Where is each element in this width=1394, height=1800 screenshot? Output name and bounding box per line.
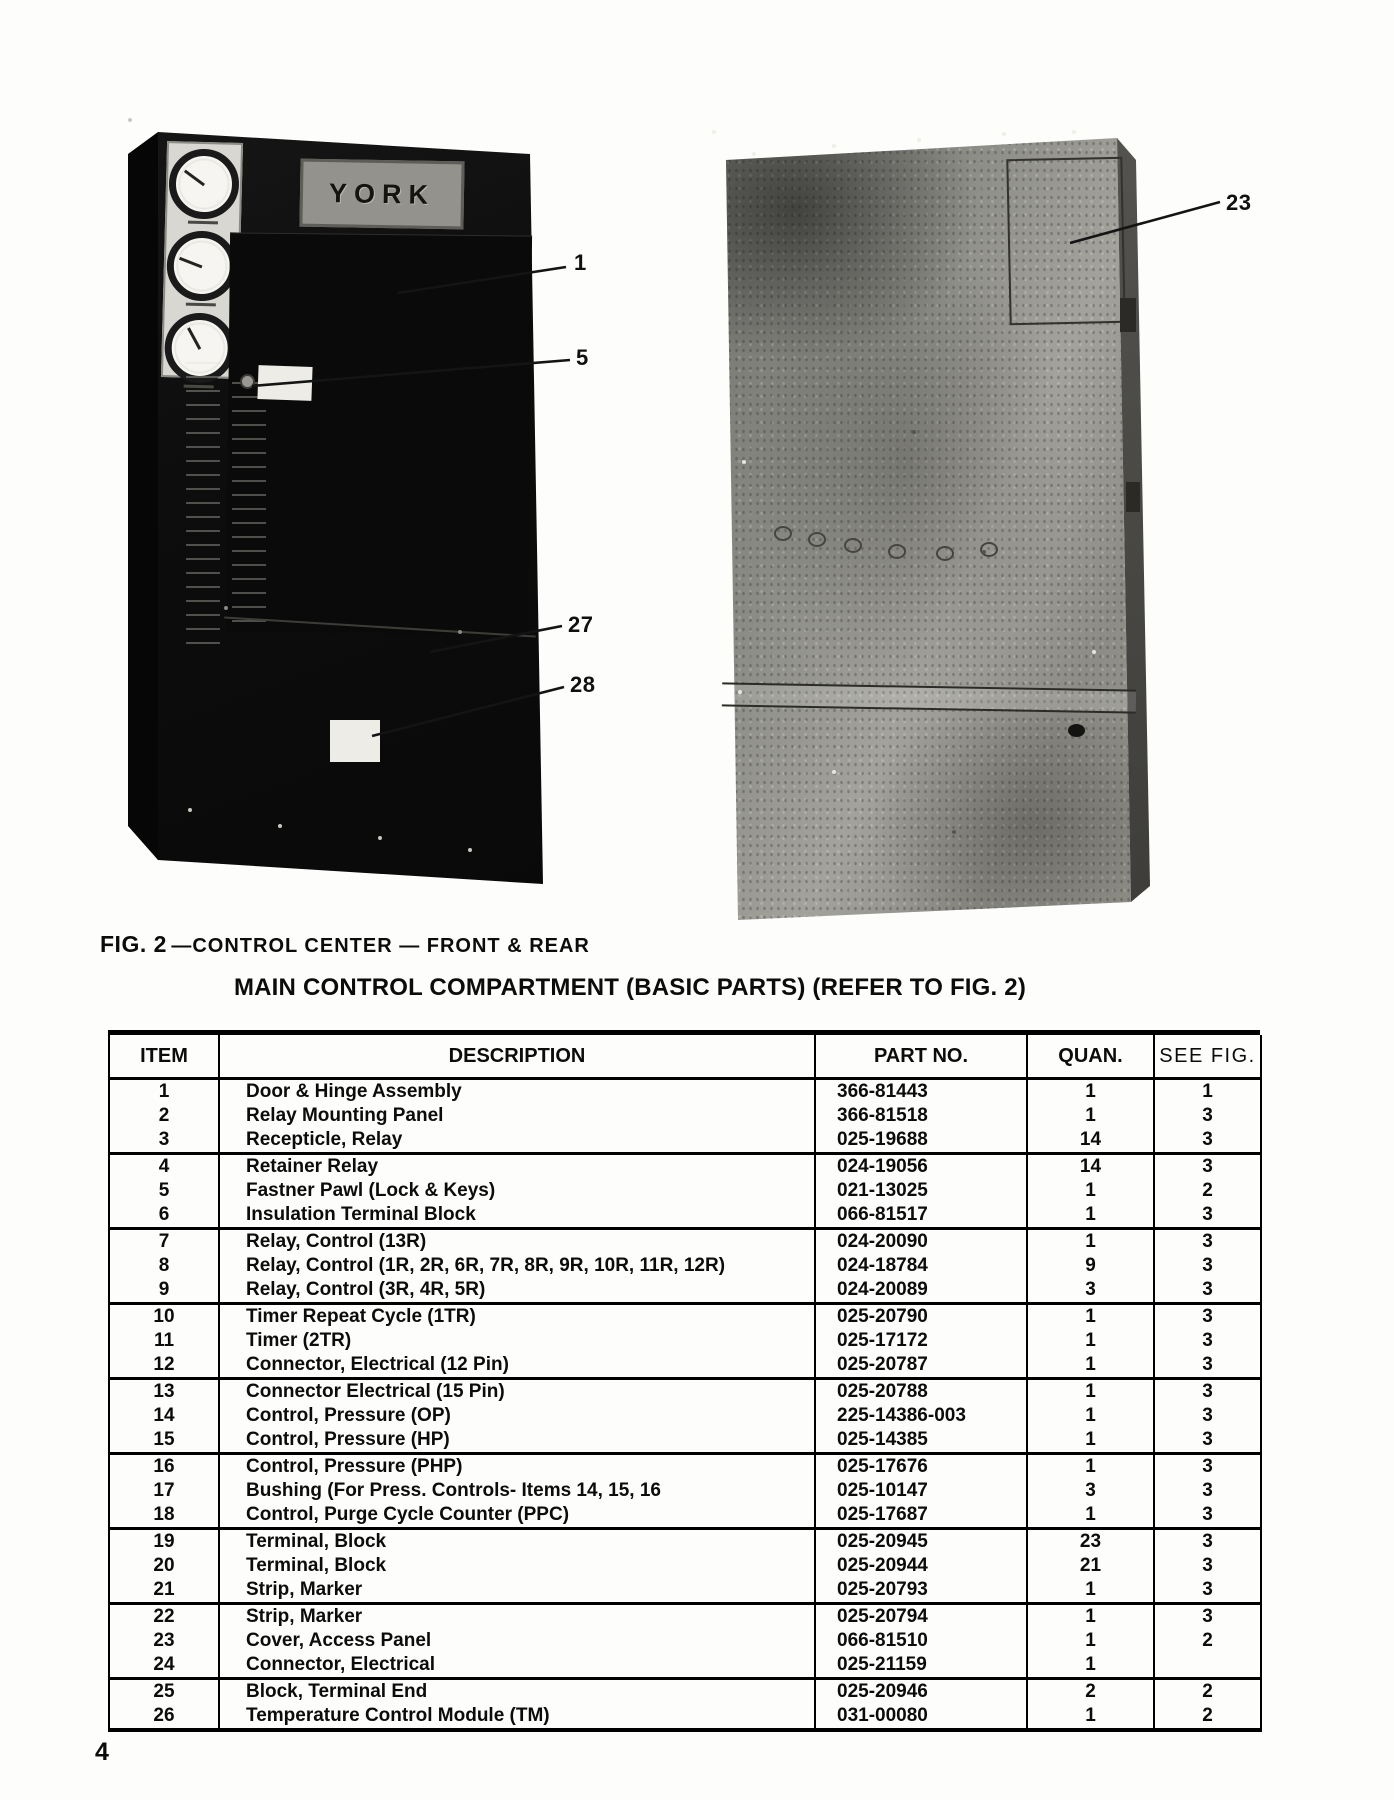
cell-see_fig: 3 <box>1154 1203 1261 1229</box>
cell-item: 14 <box>153 1405 175 1426</box>
cell-item: 24 <box>153 1654 175 1675</box>
control-center-front-photo <box>128 118 568 904</box>
cell-part_no: 025-10147 <box>815 1479 1027 1503</box>
hinge <box>1120 298 1136 332</box>
gauge-needle <box>187 328 201 350</box>
cell-item: 17 <box>153 1480 175 1501</box>
cell-description: Recepticle, Relay <box>219 1128 815 1154</box>
hinge <box>1126 482 1140 512</box>
cell-part_no: 031-00080 <box>815 1704 1027 1730</box>
cell-description: Connector, Electrical (12 Pin) <box>219 1353 815 1379</box>
cell-part_no: 025-20794 <box>815 1604 1027 1630</box>
cell-quan: 1 <box>1027 1379 1154 1405</box>
table-row <box>109 1653 1261 1679</box>
cell-description: Block, Terminal End <box>219 1679 815 1705</box>
door-lock <box>242 376 253 387</box>
cell-part_no: 066-81517 <box>815 1203 1027 1229</box>
cell-quan: 1 <box>1027 1578 1154 1604</box>
cell-part_no: 025-20946 <box>815 1679 1027 1705</box>
gauge-label-plate <box>186 303 216 307</box>
table-row <box>109 1304 1261 1330</box>
cell-see_fig: 3 <box>1154 1479 1261 1503</box>
screw-dots <box>128 118 132 122</box>
table-row <box>109 1203 1261 1229</box>
gauge-needle <box>179 257 202 268</box>
york-logo-text: YORK <box>328 177 436 210</box>
cell-quan: 1 <box>1027 1428 1154 1454</box>
cell-item: 6 <box>158 1204 170 1225</box>
cell-quan: 1 <box>1027 1203 1154 1229</box>
cell-part_no: 025-17172 <box>815 1329 1027 1353</box>
table-row <box>109 1679 1261 1705</box>
cell-item: 19 <box>109 1529 219 1555</box>
cell-description: Relay, Control (1R, 2R, 6R, 7R, 8R, 9R, 10R, 11R, 12R) <box>219 1254 815 1278</box>
cell-item: 9 <box>158 1279 170 1300</box>
cell-quan: 9 <box>1027 1254 1154 1278</box>
table-row <box>109 1329 1261 1353</box>
cell-see_fig: 3 <box>1154 1278 1261 1304</box>
table-row <box>109 1179 1261 1203</box>
cell-see_fig: 3 <box>1154 1529 1261 1555</box>
callout-1: 1 <box>574 250 587 275</box>
cell-see_fig: 3 <box>1154 1503 1261 1529</box>
instruction-label <box>257 365 312 401</box>
cell-quan: 14 <box>1027 1154 1154 1180</box>
cell-item: 15 <box>153 1429 175 1450</box>
figure-caption-number: FIG. 2 <box>100 931 167 957</box>
table-row <box>109 1128 1261 1154</box>
access-panel-outline <box>1006 157 1125 325</box>
table-row <box>109 1229 1261 1255</box>
cell-description: Timer (2TR) <box>219 1329 815 1353</box>
cell-part_no: 025-20788 <box>815 1379 1027 1405</box>
cell-part_no: 025-20944 <box>815 1554 1027 1578</box>
parts-table-body <box>109 1079 1261 1731</box>
cell-quan: 1 <box>1027 1353 1154 1379</box>
cell-description: Cover, Access Panel <box>219 1629 815 1653</box>
cell-see_fig: 2 <box>1154 1629 1261 1653</box>
cell-part_no: 366-81518 <box>815 1104 1027 1128</box>
cell-part_no: 025-20787 <box>815 1353 1027 1379</box>
screw-dots <box>712 130 716 134</box>
cell-quan: 23 <box>1027 1529 1154 1555</box>
cell-part_no: 025-20793 <box>815 1578 1027 1604</box>
cell-quan: 1 <box>1027 1454 1154 1480</box>
cell-description: Timer Repeat Cycle (1TR) <box>219 1304 815 1330</box>
cell-quan: 1 <box>1027 1404 1154 1428</box>
cell-quan: 1 <box>1027 1629 1154 1653</box>
cell-description: Insulation Terminal Block <box>219 1203 815 1229</box>
cell-see_fig: 3 <box>1154 1404 1261 1428</box>
cell-item: 16 <box>109 1454 219 1480</box>
cell-item: 11 <box>153 1330 175 1351</box>
cell-part_no: 024-20089 <box>815 1278 1027 1304</box>
callout-28: 28 <box>570 672 596 697</box>
header-quan: QUAN. <box>1027 1035 1154 1079</box>
cell-description: Relay, Control (3R, 4R, 5R) <box>219 1278 815 1304</box>
table-row <box>109 1554 1261 1578</box>
cell-item: 25 <box>109 1679 219 1705</box>
knockout-hole <box>774 526 792 541</box>
table-row <box>109 1079 1261 1105</box>
knob-hole <box>1068 724 1085 737</box>
pressure-gauge-top <box>168 148 240 220</box>
cell-description: Temperature Control Module (TM) <box>219 1704 815 1730</box>
cell-quan: 1 <box>1027 1653 1154 1679</box>
cell-description: Control, Pressure (HP) <box>219 1428 815 1454</box>
cell-quan: 1 <box>1027 1503 1154 1529</box>
table-row <box>109 1704 1261 1730</box>
cell-description: Bushing (For Press. Controls- Items 14, 15, 16 <box>219 1479 815 1503</box>
gauge-label-plate <box>188 221 218 225</box>
cell-quan: 1 <box>1027 1604 1154 1630</box>
cell-part_no: 024-19056 <box>815 1154 1027 1180</box>
callout-27: 27 <box>568 612 594 637</box>
front-door-panel <box>226 232 532 634</box>
cell-see_fig: 3 <box>1154 1229 1261 1255</box>
cell-item: 12 <box>153 1354 175 1375</box>
cell-item: 22 <box>109 1604 219 1630</box>
cell-part_no: 025-20945 <box>815 1529 1027 1555</box>
cell-see_fig: 2 <box>1154 1679 1261 1705</box>
cell-item: 4 <box>109 1154 219 1180</box>
cell-see_fig: 3 <box>1154 1454 1261 1480</box>
knockout-hole <box>936 546 954 561</box>
cell-quan: 1 <box>1027 1304 1154 1330</box>
table-row <box>109 1353 1261 1379</box>
cell-description: Control, Pressure (PHP) <box>219 1454 815 1480</box>
cell-part_no: 024-20090 <box>815 1229 1027 1255</box>
cell-quan: 14 <box>1027 1128 1154 1154</box>
cell-item: 20 <box>153 1555 175 1576</box>
table-row <box>109 1629 1261 1653</box>
cell-part_no: 025-20790 <box>815 1304 1027 1330</box>
switch-label-column <box>232 382 266 632</box>
cell-see_fig: 3 <box>1154 1128 1261 1154</box>
cell-see_fig: 3 <box>1154 1154 1261 1180</box>
cell-item: 7 <box>109 1229 219 1255</box>
cell-see_fig: 2 <box>1154 1179 1261 1203</box>
cell-see_fig: 2 <box>1154 1704 1261 1730</box>
cell-item: 13 <box>109 1379 219 1405</box>
pressure-gauge-middle <box>166 230 238 302</box>
switch-label-column <box>186 362 220 652</box>
cell-see_fig: 3 <box>1154 1379 1261 1405</box>
cell-item: 1 <box>158 1081 170 1102</box>
table-row <box>109 1578 1261 1604</box>
cell-quan: 1 <box>1027 1104 1154 1128</box>
cell-part_no: 366-81443 <box>815 1079 1027 1105</box>
cell-item: 2 <box>158 1105 170 1126</box>
callout-5: 5 <box>576 345 589 370</box>
header-part-no: PART NO. <box>815 1035 1027 1079</box>
cell-see_fig: 3 <box>1154 1304 1261 1330</box>
table-row <box>109 1529 1261 1555</box>
table-row <box>109 1278 1261 1304</box>
parts-table-title: MAIN CONTROL COMPARTMENT (BASIC PARTS) (REFER TO FIG. 2) <box>233 974 1027 1001</box>
cell-see_fig: 3 <box>1154 1329 1261 1353</box>
knockout-hole <box>888 544 906 559</box>
cell-description: Door & Hinge Assembly <box>219 1079 815 1105</box>
cell-see_fig: 3 <box>1154 1104 1261 1128</box>
parts-table-section <box>108 1030 1260 1732</box>
header-see-fig: SEE FIG. <box>1154 1035 1261 1079</box>
cell-quan: 1 <box>1027 1079 1154 1105</box>
cell-quan: 21 <box>1027 1554 1154 1578</box>
table-row <box>109 1104 1261 1128</box>
cell-part_no: 025-17687 <box>815 1503 1027 1529</box>
table-row <box>109 1454 1261 1480</box>
table-row <box>109 1503 1261 1529</box>
knockout-hole <box>808 532 826 547</box>
cell-description: Terminal, Block <box>219 1529 815 1555</box>
cell-item: 3 <box>158 1129 170 1150</box>
header-item: ITEM <box>109 1035 219 1079</box>
cell-description: Relay Mounting Panel <box>219 1104 815 1128</box>
callout-23: 23 <box>1226 190 1252 215</box>
cell-description: Connector Electrical (15 Pin) <box>219 1379 815 1405</box>
cell-see_fig: 3 <box>1154 1353 1261 1379</box>
cell-item: 18 <box>153 1504 175 1525</box>
cell-item: 8 <box>158 1255 170 1276</box>
cell-description: Strip, Marker <box>219 1604 815 1630</box>
table-row <box>109 1254 1261 1278</box>
cell-part_no: 025-21159 <box>815 1653 1027 1679</box>
cell-part_no: 025-14385 <box>815 1428 1027 1454</box>
knockout-hole <box>844 538 862 553</box>
parts-table <box>108 1035 1262 1732</box>
lower-panel-label <box>330 720 380 762</box>
cell-quan: 1 <box>1027 1329 1154 1353</box>
control-center-rear-photo <box>712 130 1177 922</box>
cell-part_no: 025-17676 <box>815 1454 1027 1480</box>
cell-item: 10 <box>109 1304 219 1330</box>
cell-see_fig: 3 <box>1154 1428 1261 1454</box>
cell-quan: 3 <box>1027 1278 1154 1304</box>
cell-item: 26 <box>153 1705 175 1726</box>
cell-description: Control, Pressure (OP) <box>219 1404 815 1428</box>
cell-item: 23 <box>153 1630 175 1651</box>
cell-quan: 2 <box>1027 1679 1154 1705</box>
cell-see_fig: 3 <box>1154 1578 1261 1604</box>
cell-see_fig: 3 <box>1154 1254 1261 1278</box>
york-logo-plate <box>299 159 464 230</box>
cell-quan: 3 <box>1027 1479 1154 1503</box>
table-row <box>109 1404 1261 1428</box>
cell-quan: 1 <box>1027 1179 1154 1203</box>
cell-description: Retainer Relay <box>219 1154 815 1180</box>
knockout-hole <box>980 542 998 557</box>
table-row <box>109 1428 1261 1454</box>
cell-part_no: 021-13025 <box>815 1179 1027 1203</box>
cell-description: Fastner Pawl (Lock & Keys) <box>219 1179 815 1203</box>
cell-description: Relay, Control (13R) <box>219 1229 815 1255</box>
cell-item: 5 <box>158 1180 170 1201</box>
cell-part_no: 066-81510 <box>815 1629 1027 1653</box>
cell-part_no: 024-18784 <box>815 1254 1027 1278</box>
cell-see_fig: 3 <box>1154 1554 1261 1578</box>
cell-part_no: 225-14386-003 <box>815 1404 1027 1428</box>
table-row <box>109 1604 1261 1630</box>
cell-part_no: 025-19688 <box>815 1128 1027 1154</box>
cell-quan: 1 <box>1027 1704 1154 1730</box>
gauge-needle <box>184 170 205 186</box>
table-header-row <box>109 1035 1261 1079</box>
cell-description: Connector, Electrical <box>219 1653 815 1679</box>
cell-see_fig <box>1154 1653 1261 1679</box>
cell-description: Control, Purge Cycle Counter (PPC) <box>219 1503 815 1529</box>
cell-item: 21 <box>153 1579 175 1600</box>
cell-description: Terminal, Block <box>219 1554 815 1578</box>
figure-caption-text: —CONTROL CENTER — FRONT & REAR <box>171 935 590 957</box>
table-row <box>109 1479 1261 1503</box>
table-row <box>109 1379 1261 1405</box>
page-number: 4 <box>95 1738 109 1766</box>
figure-caption <box>100 931 590 958</box>
table-row <box>109 1154 1261 1180</box>
header-description: DESCRIPTION <box>219 1035 815 1079</box>
cell-see_fig: 1 <box>1154 1079 1261 1105</box>
cell-description: Strip, Marker <box>219 1578 815 1604</box>
cell-see_fig: 3 <box>1154 1604 1261 1630</box>
cell-quan: 1 <box>1027 1229 1154 1255</box>
